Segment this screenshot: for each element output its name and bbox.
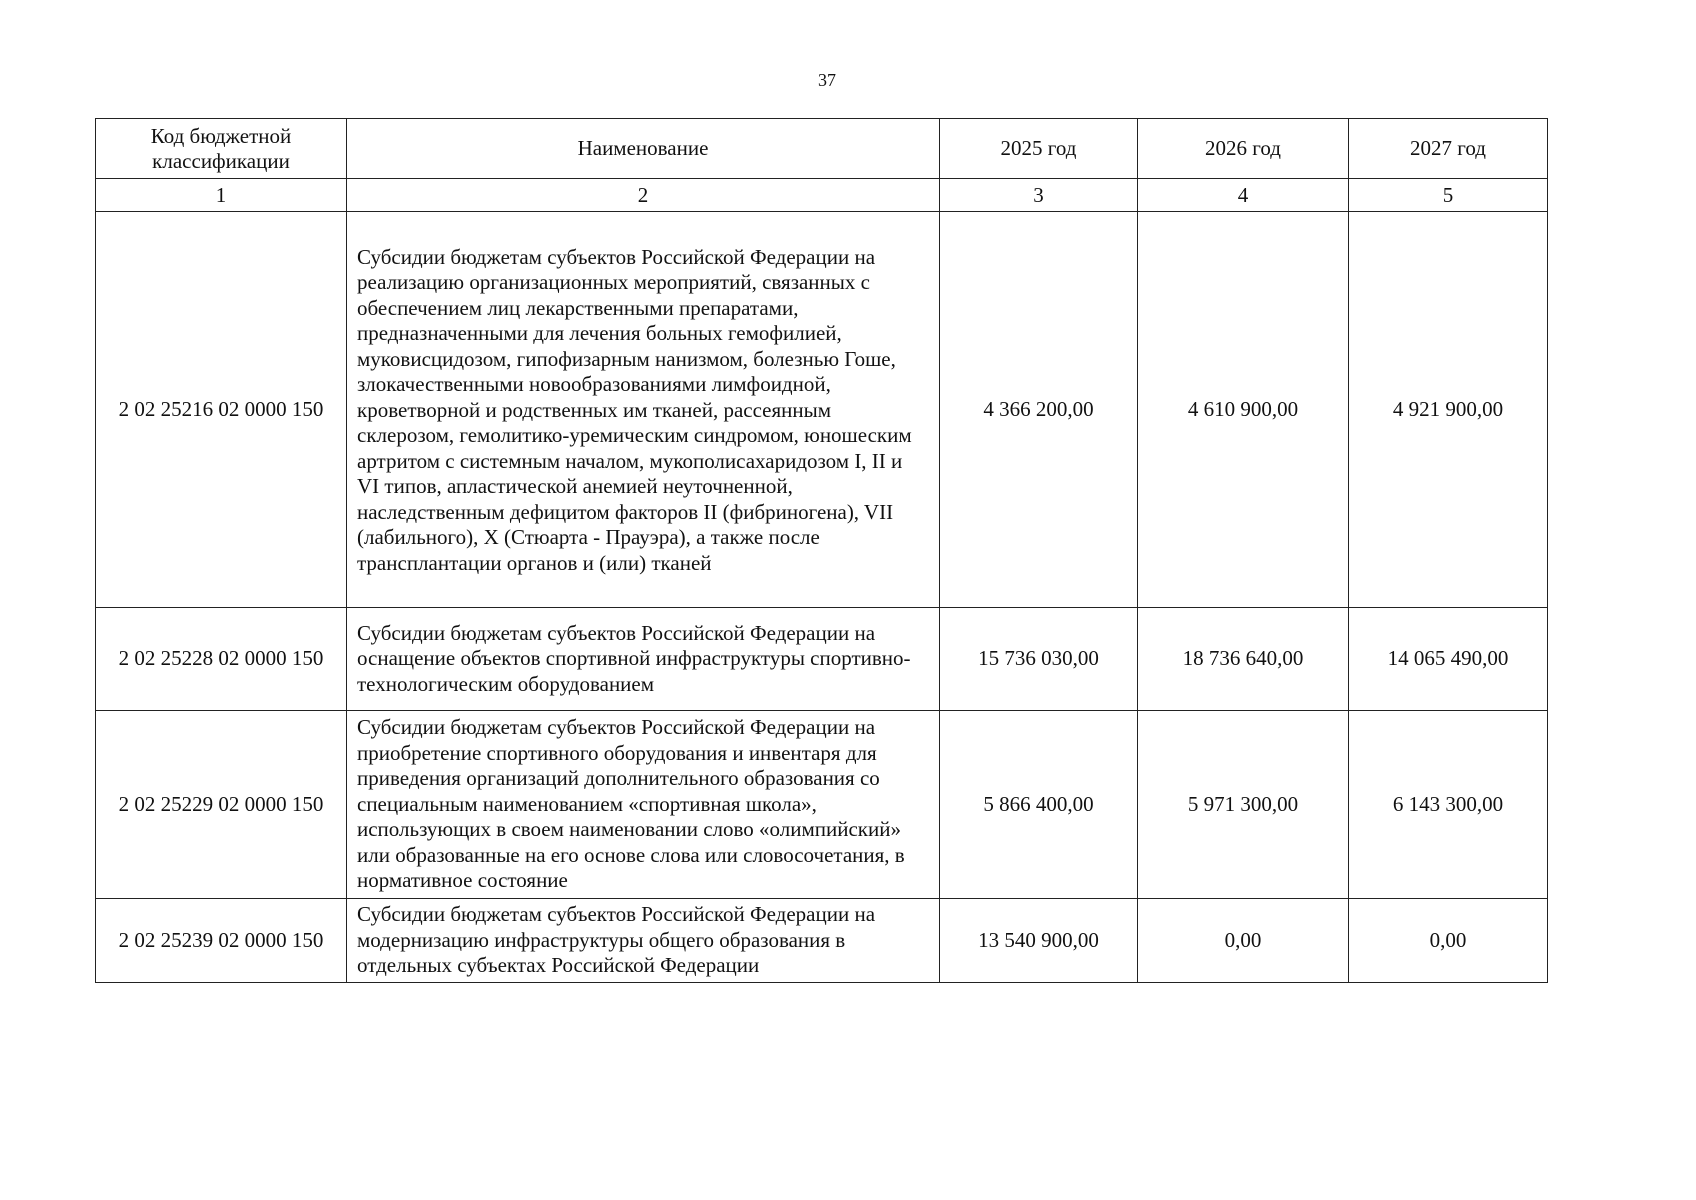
- column-number: 4: [1138, 179, 1349, 212]
- budget-code-cell: 2 02 25239 02 0000 150: [96, 899, 347, 983]
- name-cell: Субсидии бюджетам субъектов Российской Федерации на оснащение объектов спортивной инфраструктуры спортивно-технологическим оборудованием: [347, 608, 940, 711]
- amount-2026-cell: 5 971 300,00: [1138, 711, 1349, 899]
- header-name: Наименование: [347, 119, 940, 179]
- amount-2025-cell: 13 540 900,00: [940, 899, 1138, 983]
- amount-2026-cell: 0,00: [1138, 899, 1349, 983]
- header-2025: 2025 год: [940, 119, 1138, 179]
- budget-code-cell: 2 02 25216 02 0000 150: [96, 212, 347, 608]
- amount-2027-cell: 6 143 300,00: [1349, 711, 1548, 899]
- table-row: [96, 212, 1548, 608]
- name-cell: Субсидии бюджетам субъектов Российской Федерации на приобретение спортивного оборудования и инвентаря для приведения организаций дополнительного образования со специальным наименованием «спортивная школа», использующих в своем наименовании слово «олимпийский» или образованные на его основе слова или словосочетания, в нормативное состояние: [347, 711, 940, 899]
- amount-2027-cell: 14 065 490,00: [1349, 608, 1548, 711]
- amount-2026-cell: 4 610 900,00: [1138, 212, 1349, 608]
- header-2026: 2026 год: [1138, 119, 1349, 179]
- table-row: [96, 899, 1548, 983]
- page-number: 37: [818, 70, 836, 90]
- name-cell: Субсидии бюджетам субъектов Российской Федерации на модернизацию инфраструктуры общего образования в отдельных субъектах Российской Федерации: [347, 899, 940, 983]
- budget-table: [95, 118, 1548, 983]
- header-2027: 2027 год: [1349, 119, 1548, 179]
- amount-2027-cell: 0,00: [1349, 899, 1548, 983]
- column-number: 5: [1349, 179, 1548, 212]
- table-row: [96, 711, 1548, 899]
- budget-code-cell: 2 02 25229 02 0000 150: [96, 711, 347, 899]
- budget-code-cell: 2 02 25228 02 0000 150: [96, 608, 347, 711]
- column-number-row: [96, 179, 1548, 212]
- table-row: [96, 608, 1548, 711]
- table-header-row: [96, 119, 1548, 179]
- amount-2025-cell: 15 736 030,00: [940, 608, 1138, 711]
- column-number: 1: [96, 179, 347, 212]
- name-cell: Субсидии бюджетам субъектов Российской Федерации на реализацию организационных мероприятий, связанных с обеспечением лиц лекарственными препаратами, предназначенными для лечения больных гемофилией, муковисцидозом, гипофизарным нанизмом, болезнью Гоше, злокачественными новообразованиями лимфоидной, кроветворной и родственных им тканей, рассеянным склерозом, гемолитико-уремическим синдромом, юношеским артритом с системным началом, мукополисахаридозом I, II и VI типов, апластической анемией неуточненной, наследственным дефицитом факторов II (фибриногена), VII (лабильного), X (Стюарта - Прауэра), а также после трансплантации органов и (или) тканей: [347, 212, 940, 608]
- header-code: Код бюджетной классификации: [96, 119, 347, 179]
- amount-2025-cell: 5 866 400,00: [940, 711, 1138, 899]
- amount-2026-cell: 18 736 640,00: [1138, 608, 1349, 711]
- column-number: 3: [940, 179, 1138, 212]
- amount-2025-cell: 4 366 200,00: [940, 212, 1138, 608]
- column-number: 2: [347, 179, 940, 212]
- amount-2027-cell: 4 921 900,00: [1349, 212, 1548, 608]
